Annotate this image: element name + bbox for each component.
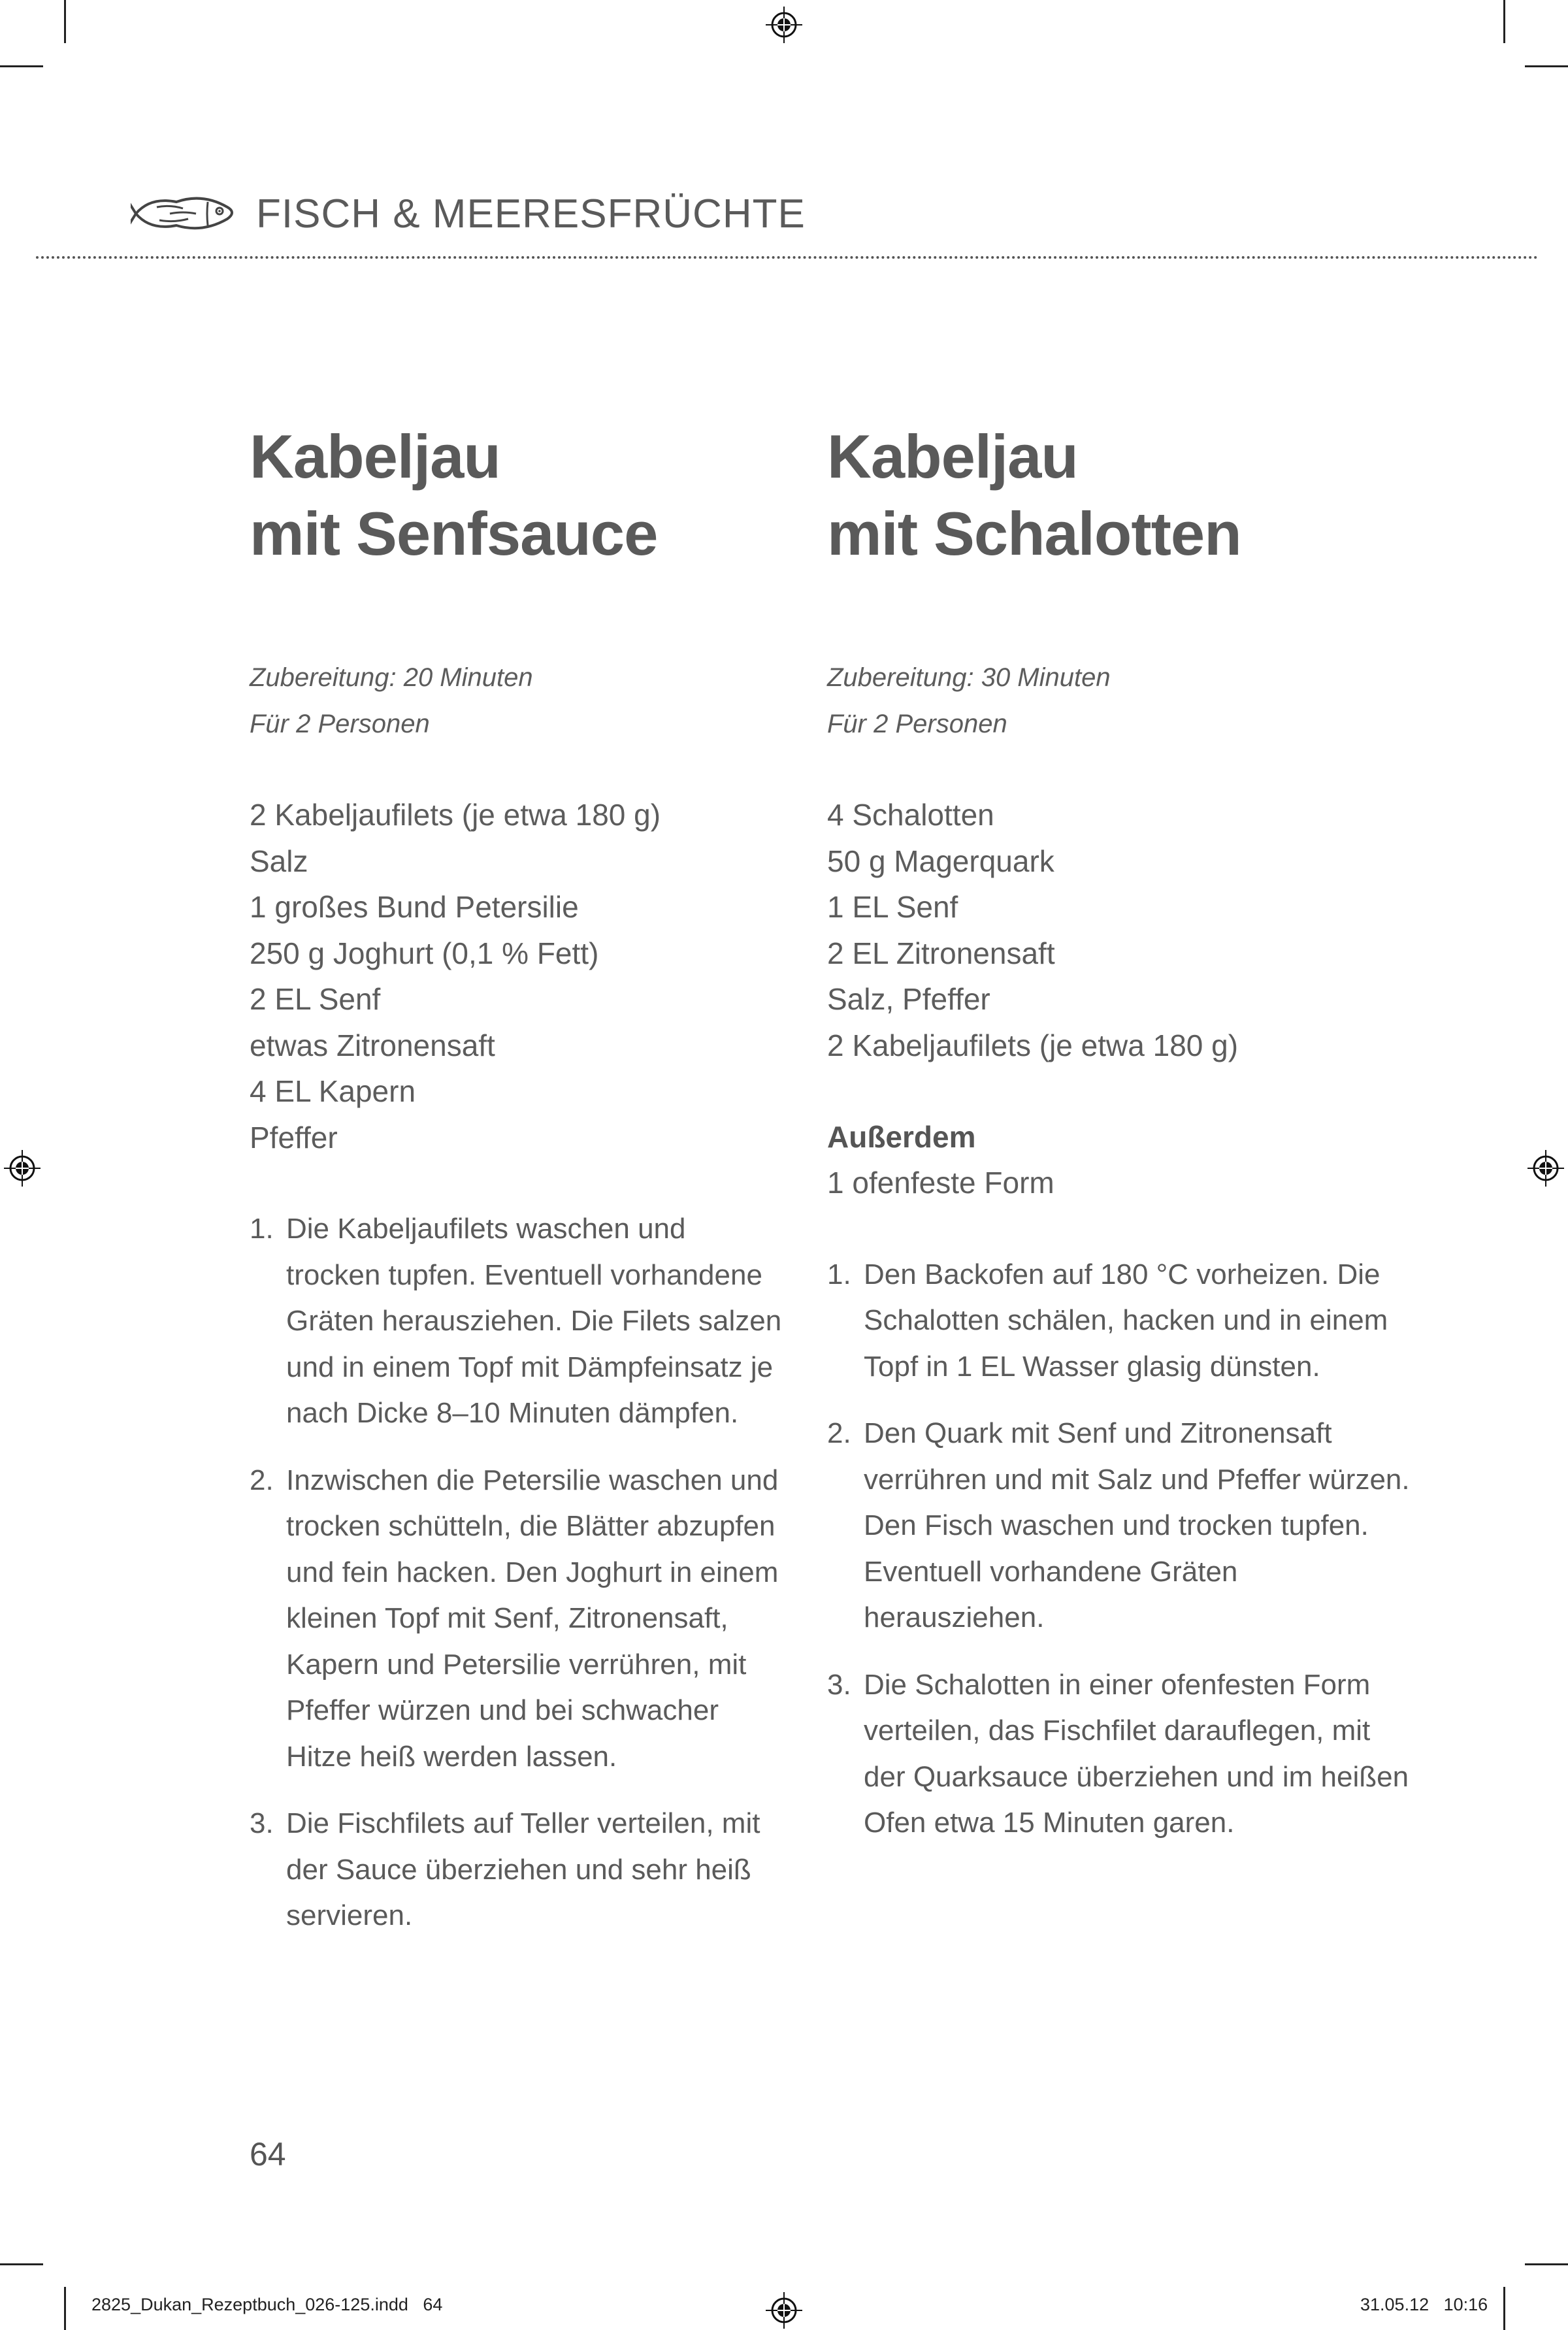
ingredient-list (250, 792, 785, 1160)
prep-time: Zubereitung: 30 Minuten (827, 663, 1111, 692)
step-number: 3. (250, 1807, 274, 1839)
ingredient-item: Salz (250, 844, 308, 878)
dotted-divider (36, 256, 1539, 259)
step-number: 2. (250, 1464, 274, 1496)
ingredient-item: 1 ofenfeste Form (827, 1166, 1054, 1200)
recipe-title (827, 418, 1415, 572)
crop-mark (1525, 65, 1568, 67)
servings: Für 2 Personen (250, 710, 430, 738)
ingredient-item: etwas Zitronensaft (250, 1028, 495, 1062)
step-text: Den Backofen auf 180 °C vorheizen. Die Schalotten schälen, hacken und in einem Topf in 1 EL Wasser glasig dünsten. (864, 1258, 1388, 1383)
recipe-title-line: Kabeljau (250, 422, 500, 491)
servings: Für 2 Personen (827, 710, 1007, 738)
step-number: 2. (827, 1417, 851, 1449)
page-number: 64 (250, 2136, 286, 2173)
registration-mark-icon (4, 1150, 41, 1187)
print-slug-date: 31.05.12 10:16 (1360, 2295, 1488, 2314)
prep-time: Zubereitung: 20 Minuten (250, 663, 533, 692)
step-text: Die Fischfilets auf Teller verteilen, mit der Sauce überziehen und sehr heiß servieren. (286, 1807, 760, 1931)
fish-icon (131, 188, 242, 240)
recipe-title-line: Kabeljau (827, 422, 1078, 491)
ingredient-item: Pfeffer (250, 1120, 338, 1155)
step-text: Die Kabeljaufilets waschen und trocken tupfen. Eventuell vorhandene Gräten herausziehen. Die Filets salzen und in einem Topf mit Dämpfeinsatz je nach Dicke 8–10 Minuten dämpfen. (286, 1213, 782, 1429)
recipe-meta (827, 655, 1415, 747)
registration-mark-icon (1527, 1150, 1564, 1187)
ingredient-item: 2 EL Zitronensaft (827, 936, 1055, 970)
ingredient-item: 1 EL Senf (827, 890, 958, 924)
ingredient-item: 4 Schalotten (827, 798, 994, 832)
recipe-left (250, 418, 785, 1960)
step-text: Den Quark mit Senf und Zitronensaft verrühren und mit Salz und Pfeffer würzen. Den Fisch waschen und trocken tupfen. Eventuell vorhandene Gräten herausziehen. (864, 1417, 1410, 1633)
recipe-right (827, 418, 1415, 1867)
step-item (827, 1252, 1415, 1390)
step-item (827, 1662, 1415, 1846)
crop-mark (64, 2287, 66, 2330)
step-number: 1. (250, 1213, 274, 1245)
step-item (250, 1801, 785, 1939)
ingredient-item: 4 EL Kapern (250, 1074, 416, 1108)
section-title: FISCH & MEERESFRÜCHTE (256, 191, 806, 237)
section-header (131, 184, 806, 243)
ingredient-item: 2 Kabeljaufilets (je etwa 180 g) (250, 798, 661, 832)
ingredient-item: Salz, Pfeffer (827, 982, 990, 1016)
step-item (827, 1411, 1415, 1641)
recipe-title (250, 418, 785, 572)
recipe-title-line: mit Senfsauce (250, 499, 658, 568)
registration-mark-icon (766, 7, 802, 43)
crop-mark (1503, 0, 1505, 43)
step-text: Inzwischen die Petersilie waschen und trocken schütteln, die Blätter abzupfen und fein hacken. Den Joghurt in einem kleinen Topf mit Senf, Zitronensaft, Kapern und Petersilie verrühren, mit Pfeffer würzen und bei schwacher Hitze heiß werden lassen. (286, 1464, 779, 1773)
crop-mark (64, 0, 66, 43)
crop-mark (0, 2263, 43, 2265)
step-number: 1. (827, 1258, 851, 1290)
recipe-meta (250, 655, 785, 747)
step-item (250, 1458, 785, 1780)
ingredient-list (827, 792, 1415, 1068)
extras-heading: Außerdem (827, 1120, 976, 1154)
ingredient-item: 2 EL Senf (250, 982, 381, 1016)
ingredient-item: 250 g Joghurt (0,1 % Fett) (250, 936, 599, 970)
ingredient-item: 1 großes Bund Petersilie (250, 890, 579, 924)
crop-mark (0, 65, 43, 67)
ingredient-item: 2 Kabeljaufilets (je etwa 180 g) (827, 1028, 1239, 1062)
step-item (250, 1206, 785, 1437)
step-number: 3. (827, 1668, 851, 1701)
step-list (250, 1206, 785, 1939)
ingredient-item: 50 g Magerquark (827, 844, 1054, 878)
print-slug-file: 2825_Dukan_Rezeptbuch_026-125.indd 64 (91, 2295, 443, 2314)
crop-mark (1503, 2287, 1505, 2330)
registration-mark-icon (766, 2292, 802, 2329)
step-list (827, 1252, 1415, 1846)
recipe-title-line: mit Schalotten (827, 499, 1241, 568)
crop-mark (1525, 2263, 1568, 2265)
step-text: Die Schalotten in einer ofenfesten Form verteilen, das Fischfilet darauflegen, mit der Quarksauce überziehen und im heißen Ofen etwa 15 Minuten garen. (864, 1668, 1409, 1839)
